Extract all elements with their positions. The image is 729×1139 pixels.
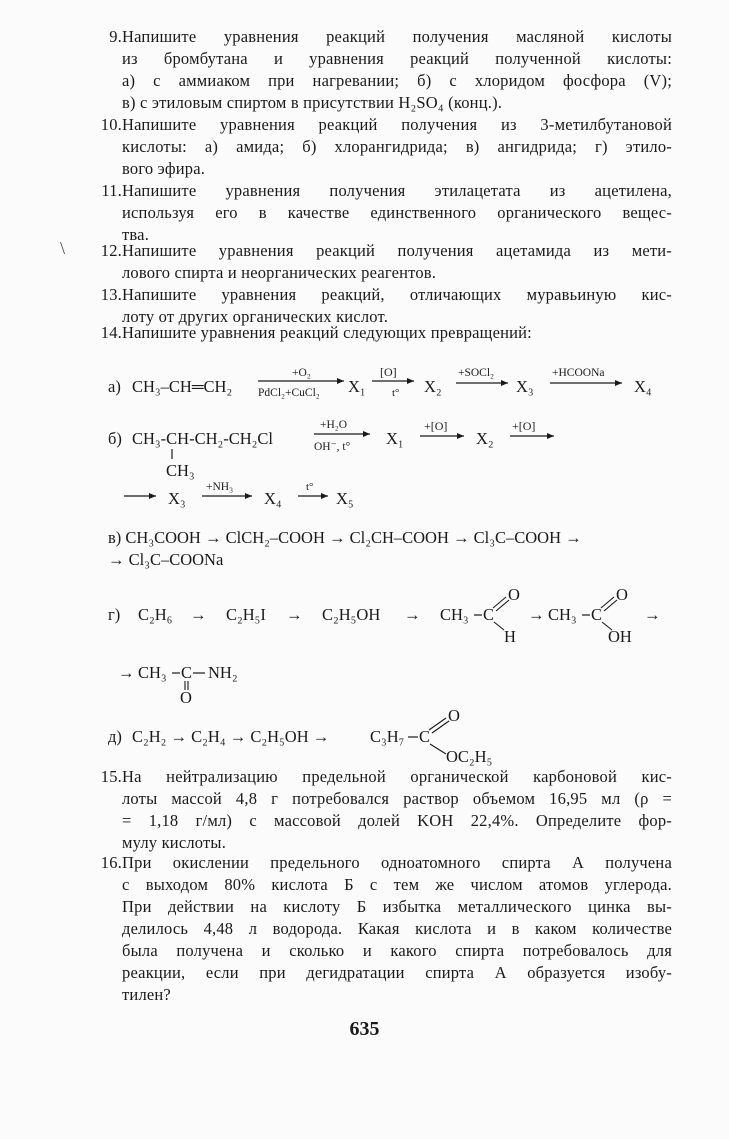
problem-line: используя его в качестве единственного органического вещес- xyxy=(122,203,672,222)
problem-14 xyxy=(92,322,672,344)
reagent-label: t° xyxy=(306,481,314,493)
problem-line: Напишите уравнения реакций, отличающих муравьиную кис- xyxy=(122,285,672,304)
atom: H xyxy=(504,627,516,646)
atom: O xyxy=(508,585,520,604)
problem-line: тва. xyxy=(122,225,150,244)
formula: C₂H₆ xyxy=(138,605,173,624)
page-number: 635 xyxy=(349,1018,380,1040)
atom: O xyxy=(616,585,628,604)
arrow-head xyxy=(501,380,508,386)
problem-number: 12. xyxy=(100,241,122,260)
arrow-head xyxy=(337,378,344,384)
scheme-label: б) xyxy=(108,429,122,448)
scheme-b xyxy=(108,414,668,514)
bond-line xyxy=(430,744,446,754)
reagent-label: +HCOONa xyxy=(552,367,605,379)
atom: C xyxy=(181,663,193,682)
scheme-v xyxy=(108,528,582,548)
arrow-glyph: → xyxy=(286,605,303,624)
formula-chain: → Cl₃C–COONa xyxy=(108,550,224,569)
problem-line: лового спирта и неорганических реагентов. xyxy=(122,263,437,282)
arrow-head xyxy=(245,493,252,499)
scheme-label: г) xyxy=(108,605,121,624)
scheme-a xyxy=(108,360,698,410)
scheme-label: д) xyxy=(108,727,122,746)
formula-chain: CH₃COOH → ClCH₂–COOH → Cl₂CH–COOH → Cl₃C–COOH → xyxy=(125,528,582,547)
problem-number: 9. xyxy=(109,27,122,46)
formula: CH₃ xyxy=(138,663,167,682)
double-bond xyxy=(429,718,446,730)
atom: C xyxy=(591,605,603,624)
unknown-compound: X₅ xyxy=(336,489,354,508)
problem-line: Напишите уравнения реакций получения ацетамида из мети- xyxy=(122,241,672,260)
reagent-label: t° xyxy=(392,387,400,399)
unknown-compound: X₃ xyxy=(516,377,534,396)
problem-line: кислоты: а) амида; б) хлорангидрида; в) ангидрида; г) этило- xyxy=(122,137,672,156)
atom: O xyxy=(180,688,192,707)
problem-line: реакции, если при дегидратации спирта А образуется изобу- xyxy=(122,963,672,982)
problem-line: была получена и сколько и какого спирта потребовалось для xyxy=(122,941,672,960)
problem-line: делилось 4,48 л водорода. Какая кислота и в каком количестве xyxy=(122,919,672,938)
arrow-head xyxy=(547,433,554,439)
functional-group: OH xyxy=(608,627,632,646)
problem-line: Напишите уравнения получения этилацетата из ацетилена, xyxy=(122,181,672,200)
formula: CH₃ xyxy=(548,605,577,624)
formula: CH₃–CH═CH₂ xyxy=(132,377,233,396)
problem-line: мулу кислоты. xyxy=(122,833,227,852)
bond-line xyxy=(494,622,504,630)
double-bond xyxy=(493,597,506,608)
problem-line: тилен? xyxy=(122,985,171,1004)
unknown-compound: X₄ xyxy=(634,377,652,396)
scheme-d xyxy=(108,706,538,766)
problem-number: 15. xyxy=(100,767,122,786)
problem-line: Напишите уравнения реакций следующих превращений: xyxy=(122,323,532,342)
formula: C₂H₅I xyxy=(226,605,266,624)
problem-line: в) с этиловым спиртом в присутствии H₂SO₄ (конц.). xyxy=(122,93,503,112)
scheme-label: в) xyxy=(108,528,122,547)
formula: C₃H₇ xyxy=(370,727,405,746)
atom: C xyxy=(483,605,495,624)
formula: CH₃ xyxy=(440,605,469,624)
reagent-label: +SOCl₂ xyxy=(458,367,495,379)
problem-line: При действии на кислоту Б избытка металлического цинка вы- xyxy=(122,897,672,916)
problem-line: лоты массой 4,8 г потребовался раствор объемом 16,95 мл (ρ = xyxy=(122,789,672,808)
arrow-head xyxy=(615,380,622,386)
problem-number: 11. xyxy=(101,181,122,200)
formula: C₂H₅OH xyxy=(322,605,381,624)
problem-line: с выходом 80% кислота Б с тем же числом атомов углерода. xyxy=(122,875,672,894)
reagent-label: +H₂O xyxy=(320,419,348,431)
unknown-compound: X₃ xyxy=(168,489,186,508)
arrow-head xyxy=(149,493,156,499)
arrow-head xyxy=(457,433,464,439)
arrow-glyph: → xyxy=(528,605,545,624)
unknown-compound: X₁ xyxy=(386,429,404,448)
arrow-glyph: → xyxy=(190,605,207,624)
problem-line: = 1,18 г/мл) с массовой долей KOH 22,4%. Определите фор- xyxy=(122,811,672,830)
problem-line: а) с аммиаком при нагревании; б) с хлоридом фосфора (V); xyxy=(122,71,672,90)
problem-line: При окислении предельного одноатомного спирта А получена xyxy=(122,853,672,872)
problem-16 xyxy=(92,852,672,1006)
reagent-label: +NH₃ xyxy=(206,481,234,493)
unknown-compound: X₄ xyxy=(264,489,282,508)
arrow-head xyxy=(407,378,414,384)
arrow-glyph: → xyxy=(404,605,421,624)
arrow-glyph: → xyxy=(118,663,135,682)
problem-line: вого эфира. xyxy=(122,159,206,178)
branch-group: CH₃ xyxy=(166,461,195,480)
problem-line: из бромбутана и уравнения реакций полученной кислоты: xyxy=(122,49,672,68)
margin-mark: \ xyxy=(60,238,66,258)
atom: C xyxy=(419,727,431,746)
problem-number: 10. xyxy=(100,115,122,134)
reagent-label: [O] xyxy=(380,365,397,379)
problem-number: 16. xyxy=(100,853,122,872)
functional-group: NH₂ xyxy=(208,663,238,682)
double-bond xyxy=(432,721,449,733)
reagent-label: +[O] xyxy=(512,419,536,433)
scheme-label: а) xyxy=(108,377,121,396)
arrow-head xyxy=(363,431,370,437)
problem-number: 13. xyxy=(100,285,122,304)
unknown-compound: X₁ xyxy=(348,377,366,396)
problem-12 xyxy=(92,240,672,284)
problem-line: лоту от других органических кислот. xyxy=(122,307,389,326)
problem-number: 14. xyxy=(100,323,122,342)
functional-group: OC₂H₅ xyxy=(446,747,493,766)
reagent-label: +O₂ xyxy=(292,367,311,379)
problem-11 xyxy=(92,180,672,246)
atom: O xyxy=(448,706,460,725)
reagent-label: +[O] xyxy=(424,419,448,433)
problem-line: Напишите уравнения реакций получения из 3-метилбутановой xyxy=(122,115,672,134)
problem-line: На нейтрализацию предельной органической карбоновой кис- xyxy=(122,767,672,786)
formula: CH₃-CH-CH₂-CH₂Cl xyxy=(132,429,274,448)
problem-9 xyxy=(92,26,672,114)
unknown-compound: X₂ xyxy=(424,377,442,396)
unknown-compound: X₂ xyxy=(476,429,494,448)
arrow-glyph: → xyxy=(644,605,661,624)
reagent-label: OH⁻, t° xyxy=(314,441,351,453)
arrow-head xyxy=(321,493,328,499)
problem-10 xyxy=(92,114,672,180)
problem-line: Напишите уравнения реакций получения масляной кислоты xyxy=(122,27,672,46)
double-bond xyxy=(601,597,614,608)
scheme-v-continuation xyxy=(108,550,223,570)
reagent-label: PdCl₂+CuCl₂ xyxy=(258,387,320,399)
problem-15 xyxy=(92,766,672,854)
scheme-g xyxy=(108,584,678,707)
formula-chain: C₂H₂ → C₂H₄ → C₂H₅OH → xyxy=(132,727,330,746)
